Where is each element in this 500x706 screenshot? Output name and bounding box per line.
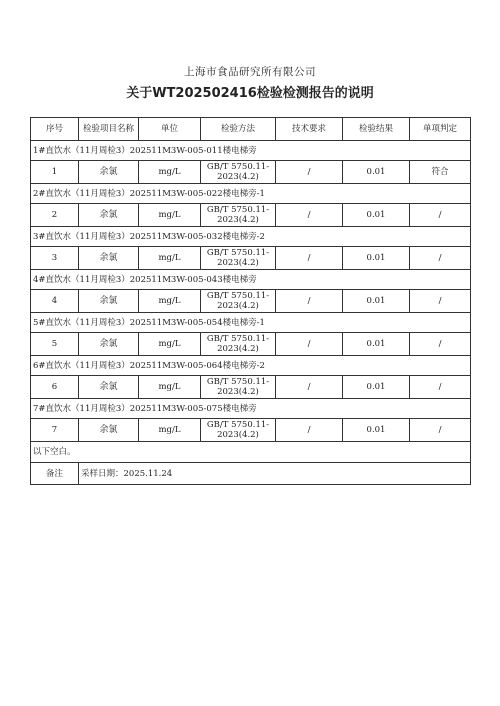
sample-description: 4#直饮水（11月周检3）202511M3W-005-043楼电梯旁 [31, 270, 471, 290]
table-row [31, 204, 471, 227]
col-header-item: 检验项目名称 [79, 118, 139, 141]
cell-no: 1 [31, 161, 79, 184]
cell-result: 0.01 [343, 247, 410, 270]
cell-method: GB/T 5750.11-2023(4.2) [201, 161, 276, 184]
cell-result: 0.01 [343, 290, 410, 313]
table-header-row [31, 118, 471, 141]
cell-judgement: / [410, 290, 471, 313]
cell-no: 5 [31, 333, 79, 356]
cell-unit: mg/L [139, 204, 201, 227]
cell-item: 余氯 [79, 290, 139, 313]
table-row [31, 376, 471, 399]
cell-judgement: / [410, 247, 471, 270]
col-header-no: 序号 [31, 118, 79, 141]
organization-name: 上海市食品研究所有限公司 [184, 66, 316, 78]
sample-description: 3#直饮水（11月周检3）202511M3W-005-032楼电梯旁-2 [31, 227, 471, 247]
cell-method: GB/T 5750.11-2023(4.2) [201, 290, 276, 313]
cell-unit: mg/L [139, 247, 201, 270]
sample-row [31, 184, 471, 204]
cell-requirement: / [276, 290, 343, 313]
cell-no: 6 [31, 376, 79, 399]
cell-item: 余氯 [79, 333, 139, 356]
cell-judgement: / [410, 376, 471, 399]
report-table [30, 117, 471, 485]
cell-unit: mg/L [139, 419, 201, 442]
table-row [31, 247, 471, 270]
cell-item: 余氯 [79, 161, 139, 184]
table-row [31, 419, 471, 442]
cell-judgement: / [410, 419, 471, 442]
col-header-requirement: 技术要求 [276, 118, 343, 141]
table-body [31, 141, 471, 442]
col-header-unit: 单位 [139, 118, 201, 141]
cell-item: 余氯 [79, 419, 139, 442]
sample-row [31, 270, 471, 290]
cell-requirement: / [276, 204, 343, 227]
sample-row [31, 227, 471, 247]
sample-description: 6#直饮水（11月周检3）202511M3W-005-064楼电梯旁-2 [31, 356, 471, 376]
sample-row [31, 141, 471, 161]
cell-result: 0.01 [343, 419, 410, 442]
cell-judgement: 符合 [410, 161, 471, 184]
cell-item: 余氯 [79, 204, 139, 227]
cell-unit: mg/L [139, 161, 201, 184]
col-header-method: 检验方法 [201, 118, 276, 141]
sample-description: 7#直饮水（11月周检3）202511M3W-005-075楼电梯旁 [31, 399, 471, 419]
blank-note-row [31, 442, 471, 463]
cell-item: 余氯 [79, 376, 139, 399]
cell-result: 0.01 [343, 161, 410, 184]
cell-method: GB/T 5750.11-2023(4.2) [201, 376, 276, 399]
remark-label: 备注 [31, 463, 79, 485]
cell-no: 2 [31, 204, 79, 227]
cell-requirement: / [276, 333, 343, 356]
cell-item: 余氯 [79, 247, 139, 270]
cell-result: 0.01 [343, 333, 410, 356]
cell-requirement: / [276, 376, 343, 399]
table-row [31, 333, 471, 356]
col-header-result: 检验结果 [343, 118, 410, 141]
cell-requirement: / [276, 419, 343, 442]
cell-result: 0.01 [343, 204, 410, 227]
cell-judgement: / [410, 333, 471, 356]
col-header-judgement: 单项判定 [410, 118, 471, 141]
cell-method: GB/T 5750.11-2023(4.2) [201, 419, 276, 442]
table-row [31, 161, 471, 184]
table-row [31, 290, 471, 313]
sample-row [31, 399, 471, 419]
cell-no: 7 [31, 419, 79, 442]
cell-judgement: / [410, 204, 471, 227]
blank-note: 以下空白。 [31, 442, 471, 463]
cell-method: GB/T 5750.11-2023(4.2) [201, 247, 276, 270]
cell-requirement: / [276, 161, 343, 184]
cell-method: GB/T 5750.11-2023(4.2) [201, 204, 276, 227]
cell-requirement: / [276, 247, 343, 270]
cell-unit: mg/L [139, 376, 201, 399]
cell-unit: mg/L [139, 290, 201, 313]
cell-unit: mg/L [139, 333, 201, 356]
sample-description: 2#直饮水（11月周检3）202511M3W-005-022楼电梯旁-1 [31, 184, 471, 204]
cell-no: 3 [31, 247, 79, 270]
sample-row [31, 356, 471, 376]
cell-result: 0.01 [343, 376, 410, 399]
sample-description: 5#直饮水（11月周检3）202511M3W-005-054楼电梯旁-1 [31, 313, 471, 333]
cell-method: GB/T 5750.11-2023(4.2) [201, 333, 276, 356]
cell-no: 4 [31, 290, 79, 313]
sample-row [31, 313, 471, 333]
report-title: 关于WT202502416检验检测报告的说明 [126, 86, 374, 101]
sample-description: 1#直饮水（11月周检3）202511M3W-005-011楼电梯旁 [31, 141, 471, 161]
remark-value: 采样日期：2025.11.24 [79, 463, 471, 485]
remark-row [31, 463, 471, 485]
